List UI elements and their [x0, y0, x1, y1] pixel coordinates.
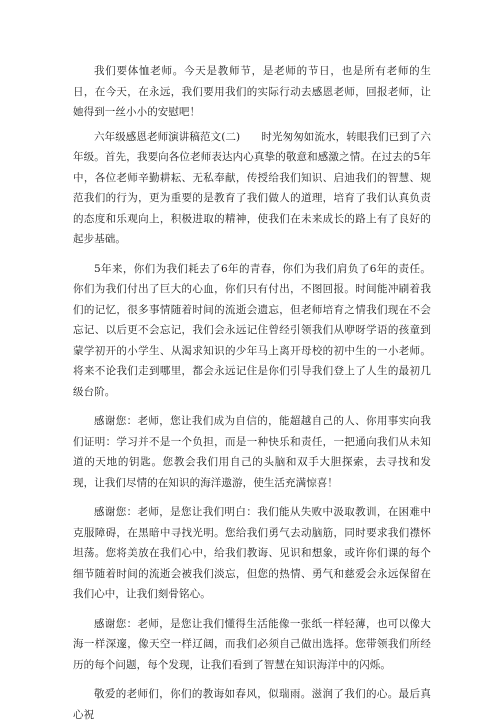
- paragraph-5: 感谢您：老师，是您让我们明白：我们能从失败中汲取教训，在困难中克服障碍，在黑暗中寻找光明。您给我们勇气去动脑筋，同时要求我们襟怀坦荡。您将美放在我们心中，给我们教诲、见识和想象，或许你们课的每个细节随着时间的流逝会被我们淡忘，但您的热情、勇气和慈爱会永远保留在我们心中，让我们刻骨铭心。: [73, 506, 431, 600]
- paragraph-7: 敬爱的老师们，你们的教诲如春风，似瑞雨。滋润了我们的心。最后真心祝: [73, 688, 431, 721]
- paragraph-4: 感谢您：老师，您让我们成为自信的，能超越自己的人、你用事实向我们证明：学习并不是一个负担，而是一种快乐和责任，一把通向我们从未知道的天地的钥匙。您教会我们用自己的头脑和双手大胆探索，去寻找和发现，让我们尽情的在知识的海洋遨游，使生活充满惊喜！: [73, 415, 431, 489]
- document-body: [73, 61, 431, 725]
- paragraph-1: 我们要体恤老师。今天是教师节，是老师的节日，也是所有老师的生日，在今天，在永远，我们要用我们的实际行动去感恩老师，回报老师，让她得到一丝小小的安慰吧！: [73, 65, 431, 118]
- paragraph-3: 5年来，你们为我们耗去了6年的青春，你们为我们肩负了6年的责任。你们为我们付出了巨大的心血，你们只有付出，不图回报。时间能冲刷着我们的记忆，很多事情随着时间的流逝会遗忘，但老师培育之情我们现在不会忘记、以后更不会忘记，我们会永远记住曾经引领我们从咿呀学语的孩童到蒙学初开的小学生、从渴求知识的少年马上离开母校的初中生的一小老师。将来不论我们走到哪里，都会永远记住是你们引导我们登上了人生的最初几级台阶。: [73, 262, 431, 398]
- paragraph-2: 六年级感恩老师演讲稿范文(二) 时光匆匆如流水，转眼我们已到了六年级。首先，我要向各位老师表达内心真挚的敬意和感激之情。在过去的5年中，各位老师辛勤耕耘、无私奉献，传授给我们知识、启迪我们的智慧、规范我们的行为，更为重要的是教育了我们做人的道理，培育了我们认真负责的态度和乐观向上，积极进取的精神，使我们在未来成长的路上有了良好的起步基础。: [73, 130, 431, 245]
- paragraph-6: 感谢您：老师，是您让我们懂得生活能像一张纸一样轻薄，也可以像大海一样深邃，像天空一样辽阔，而我们必须自己做出选择。您带领我们所经历的每个问题，每个发现，让我们看到了智慧在知识海洋中的闪烁。: [73, 617, 431, 671]
